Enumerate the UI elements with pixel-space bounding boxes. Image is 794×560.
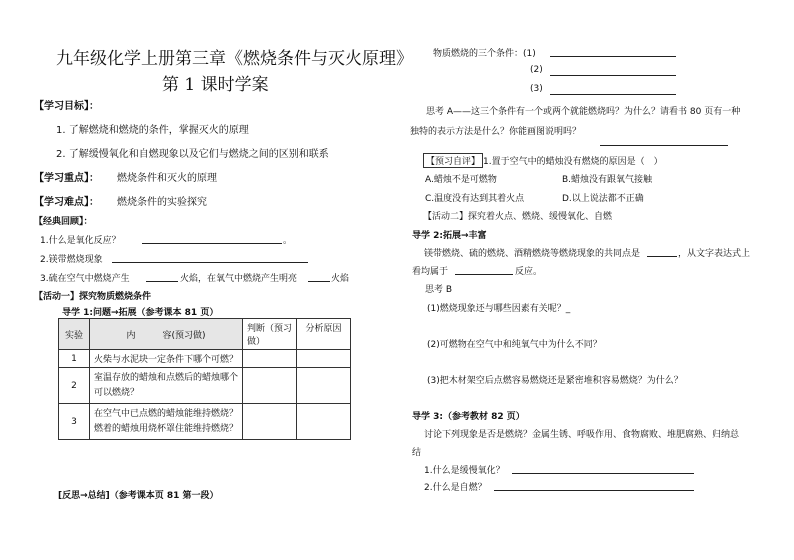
table-cell: 在空气中已点燃的蜡烛能维持燃烧？燃着的蜡烛用烧杯罩住能维持燃烧？ bbox=[90, 404, 243, 440]
option-a[interactable]: A.蜡烛不是可燃物 bbox=[425, 175, 497, 185]
answer-cell[interactable] bbox=[243, 350, 297, 368]
think-b-question-2: (2)可燃物在空气中和纯氧气中为什么不同？ bbox=[427, 340, 602, 350]
answer-line[interactable] bbox=[512, 473, 694, 474]
focus-label: 【学习重点】： bbox=[34, 173, 99, 184]
difficulty-text: 燃烧条件的实验探究 bbox=[117, 197, 207, 208]
table-row bbox=[59, 404, 351, 440]
answer-line[interactable] bbox=[112, 262, 308, 263]
condition-2-label: (2) bbox=[530, 65, 543, 75]
answer-line[interactable] bbox=[146, 281, 178, 282]
header-cell: 内 容(预习做) bbox=[90, 319, 243, 350]
think-b-question-3: (3)把木材架空后点燃容易燃烧还是紧密堆积容易燃烧？为什么？ bbox=[427, 376, 683, 386]
answer-cell[interactable] bbox=[243, 404, 297, 440]
goal-label: 【学习目标】： bbox=[34, 101, 99, 112]
think-b-question-1: (1)燃烧现象还与哪些因素有关呢？_ bbox=[427, 304, 571, 314]
guide-3-question-2: 2.什么是自燃？ bbox=[424, 483, 487, 493]
answer-cell[interactable] bbox=[297, 404, 351, 440]
table-cell: 3 bbox=[59, 404, 90, 440]
reflect-summary-heading: [反思→总结]（参考课本页 81 第一段） bbox=[58, 491, 219, 501]
table-row bbox=[59, 368, 351, 404]
guide-3-question-1: 1.什么是缓慢氧化？ bbox=[424, 466, 505, 476]
table-cell: 火柴与水泥块一定条件下哪个可燃？ bbox=[90, 350, 243, 368]
answer-line[interactable] bbox=[600, 145, 728, 146]
review-label: 【经典回顾】： bbox=[34, 217, 93, 227]
preview-label: 【预习自评】 bbox=[423, 153, 483, 168]
answer-line[interactable] bbox=[550, 75, 676, 76]
review-question-1-end: 。 bbox=[283, 236, 293, 246]
answer-cell[interactable] bbox=[297, 350, 351, 368]
guide-2-text-1-end: ，从文字表达式上 bbox=[678, 249, 751, 259]
preview-question-text: 1.置于空气中的蜡烛没有燃烧的原因是（ ） bbox=[483, 157, 663, 167]
doc-title-line1: 九年级化学上册第三章《燃烧条件与灭火原理》 bbox=[56, 49, 413, 69]
answer-line[interactable] bbox=[550, 56, 676, 57]
guide-3-text-2: 结 bbox=[412, 448, 422, 458]
guide-2-text-2-a: 看均属于 bbox=[412, 267, 449, 277]
guide-2-text-1: 镁带燃烧、硫的燃烧、酒精燃烧等燃烧现象的共同点是 bbox=[424, 249, 641, 259]
review-question-2: 2.镁带燃烧现象 bbox=[40, 255, 103, 265]
activity-2-heading: 【活动二】探究着火点、燃烧、缓慢氧化、自燃 bbox=[423, 212, 613, 222]
review-question-1: 1.什么是氧化反应？ bbox=[40, 236, 121, 246]
review-question-3-a: 3.硫在空气中燃烧产生 bbox=[40, 274, 130, 284]
header-cell: 判断（预习做） bbox=[243, 319, 297, 350]
review-question-3-b: 火焰，在氧气中燃烧产生明亮 bbox=[180, 274, 298, 284]
answer-line[interactable] bbox=[308, 281, 330, 282]
doc-title-line2: 第 1 课时学案 bbox=[162, 75, 269, 95]
answer-line[interactable] bbox=[550, 94, 676, 95]
header-cell: 实验 bbox=[59, 319, 90, 350]
option-d[interactable]: D.以上说法都不正确 bbox=[562, 194, 644, 204]
guide-3-heading: 导学 3:（参考教材 82 页） bbox=[412, 412, 525, 422]
table-cell: 室温存放的蜡烛和点燃后的蜡烛哪个可以燃烧？ bbox=[90, 368, 243, 404]
answer-line[interactable] bbox=[647, 256, 677, 257]
experiment-table bbox=[58, 318, 351, 440]
option-c[interactable]: C.温度没有达到其着火点 bbox=[425, 194, 525, 204]
guide-1-heading: 导学 1:问题→拓展（参考课本 81 页） bbox=[62, 308, 219, 318]
goal-item-1: 1. 了解燃烧和燃烧的条件，掌握灭火的原理 bbox=[56, 125, 249, 136]
answer-cell[interactable] bbox=[297, 368, 351, 404]
goal-item-2: 2. 了解缓慢氧化和自燃现象以及它们与燃烧之间的区别和联系 bbox=[56, 149, 329, 160]
review-question-3-c: 火焰 bbox=[331, 274, 350, 284]
condition-3-label: (3) bbox=[530, 84, 543, 94]
option-b[interactable]: B.蜡烛没有跟氧气接触 bbox=[562, 175, 653, 185]
answer-line[interactable] bbox=[494, 490, 694, 491]
think-a-line1: 思考 A——这三个条件有一个或两个就能燃烧吗？为什么？请看书 80 页有一种 bbox=[426, 107, 741, 117]
answer-cell[interactable] bbox=[243, 368, 297, 404]
guide-3-text-1: 讨论下列现象是否是燃烧？金属生锈、呼吸作用、食物腐败、堆肥腐熟、归纳总 bbox=[424, 430, 740, 440]
answer-line[interactable] bbox=[142, 243, 282, 244]
preview-question bbox=[423, 153, 663, 168]
header-cell: 分析原因 bbox=[297, 319, 351, 350]
answer-line[interactable] bbox=[455, 274, 513, 275]
guide-2-text-2-b: 反应。 bbox=[515, 267, 543, 277]
guide-2-heading: 导学 2:拓展→丰富 bbox=[412, 231, 487, 241]
focus-text: 燃烧条件和灭火的原理 bbox=[117, 173, 217, 184]
table-header-row bbox=[59, 319, 351, 350]
think-b-label: 思考 B bbox=[425, 285, 453, 295]
table-cell: 1 bbox=[59, 350, 90, 368]
activity-1-heading: 【活动一】探究物质燃烧条件 bbox=[34, 292, 152, 302]
conditions-label: 物质燃烧的三个条件：(1) bbox=[433, 49, 536, 59]
table-row bbox=[59, 350, 351, 368]
table-cell: 2 bbox=[59, 368, 90, 404]
think-a-line2: 独特的表示方法是什么？你能画图说明吗？ bbox=[410, 127, 582, 137]
difficulty-label: 【学习难点】： bbox=[34, 197, 99, 208]
